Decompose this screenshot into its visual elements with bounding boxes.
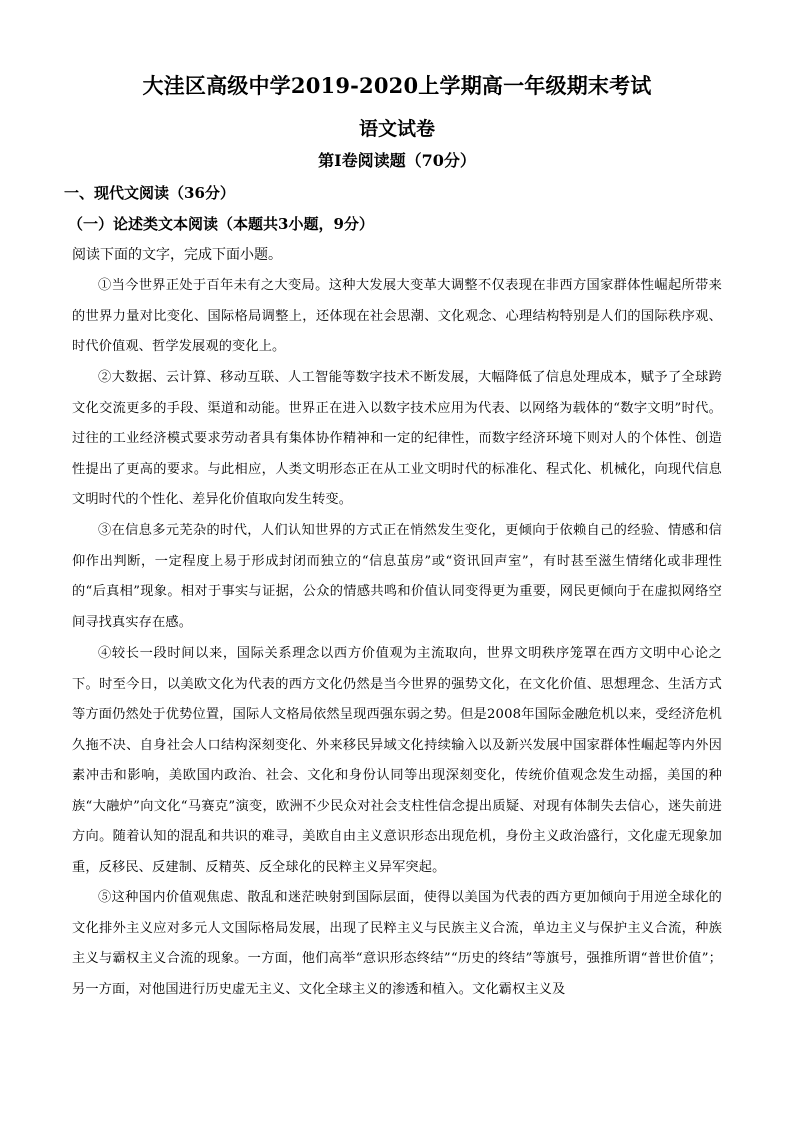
section-heading: 一、现代文阅读（36分） — [64, 184, 235, 202]
passage-paragraph-5: ⑤这种国内价值观焦虑、散乱和迷茫映射到国际层面，使得以美国为代表的西方更加倾向于用逆全球化的文化排外主义应对多元人文国际格局发展，出现了民粹主义与民族主义合流，单边主义与保护主义合流，种族主义与霸权主义合流的现象。一方面，他们高举“意识形态终结”“历史的终结”等旗号，强推所谓“普世价值”；另一方面，对他国进行历史虚无主义、文化全球主义的渗透和植入。文化霸权主义及 — [72, 890, 722, 997]
exam-title: 大洼区高级中学2019-2020上学期高一年级期末考试 — [142, 73, 652, 98]
passage-paragraph-2: ②大数据、云计算、移动互联、人工智能等数字技术不断发展，大幅降低了信息处理成本，赋予了全球跨文化交流更多的手段、渠道和动能。世界正在进入以数字技术应用为代表、以网络为载体的“数字文明”时代。过往的工业经济模式要求劳动者具有集体协作精神和一定的纪律性，而数字经济环境下则对人的个体性、创造性提出了更高的要求。与此相应，人类文明形态正在从工业文明时代的标准化、程式化、机械化，向现代信息文明时代的个性化、差异化价值取向发生转变。 — [72, 370, 722, 507]
passage-paragraph-4: ④较长一段时间以来，国际关系理念以西方价值观为主流取向，世界文明秩序笼罩在西方文明中心论之下。时至今日，以美欧文化为代表的西方文化仍然是当今世界的强势文化，在文化价值、思想理念、生活方式等方面仍然处于优势位置，国际人文格局依然呈现西强东弱之势。但是2008年国际金融危机以来，受经济危机久拖不决、自身社会人口结构深刻变化、外来移民异域文化持续输入以及新兴发展中国家群体性崛起等内外因素冲击和影响，美欧国内政治、社会、文化和身份认同等出现深刻变化，传统价值观念发生动摇，美国的种族“大融炉”向文化“马赛克”演变，欧洲不少民众对社会支柱性信念提出质疑、对现有体制失去信心，迷失前进方向。随着认知的混乱和共识的难寻，美欧自由主义意识形态出现危机，身份主义政治盛行，文化虚无现象加重，反移民、反建制、反精英、反全球化的民粹主义异军突起。 — [72, 646, 722, 875]
volume-title: 第Ⅰ卷阅读题（70分） — [318, 151, 476, 170]
section-subheading: （一）论述类文本阅读（本题共3小题，9分） — [68, 215, 374, 233]
subject-title: 语文试卷 — [358, 118, 435, 140]
reading-instruction: 阅读下面的文字，完成下面小题。 — [72, 247, 282, 263]
passage-paragraph-3: ③在信息多元芜杂的时代，人们认知世界的方式正在悄然发生变化，更倾向于依赖自己的经验、情感和信仰作出判断，一定程度上易于形成封闭而独立的“信息茧房”或“资讯回声室”，有时甚至滋生情绪化或非理性的“后真相”现象。相对于事实与证据，公众的情感共鸣和价值认同变得更为重要，网民更倾向于在虚拟网络空间寻找真实存在感。 — [72, 523, 722, 630]
passage-paragraph-1: ①当今世界正处于百年未有之大变局。这种大发展大变革大调整不仅表现在非西方国家群体性崛起所带来的世界力量对比变化、国际格局调整上，还体现在社会思潮、文化观念、心理结构特别是人们的国际秩序观、时代价值观、哲学发展观的变化上。 — [72, 278, 722, 354]
